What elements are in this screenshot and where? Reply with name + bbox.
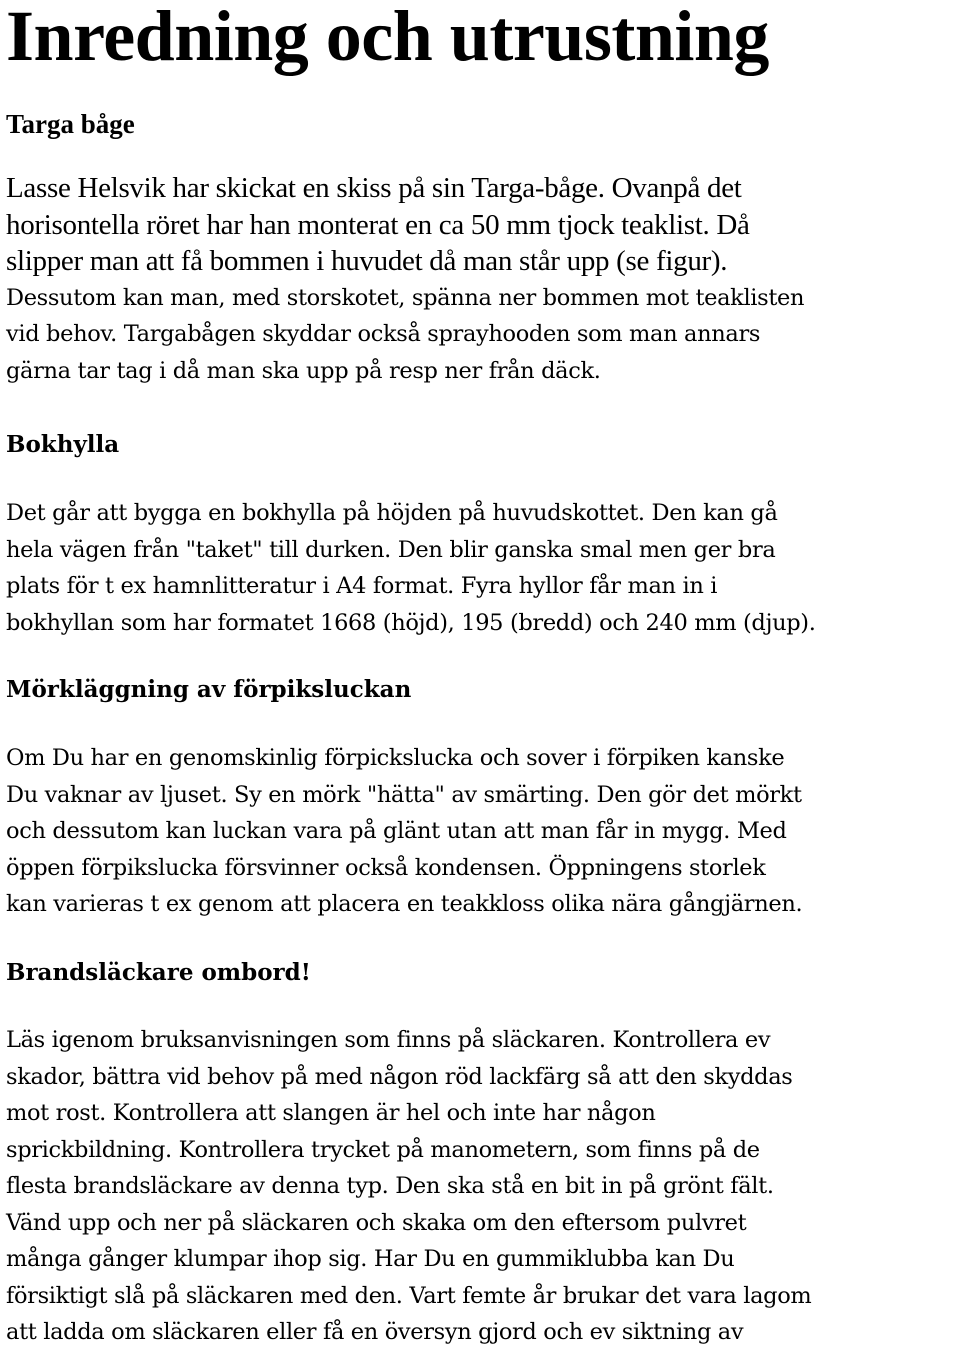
- text-line: flesta brandsläckare av denna typ. Den ska stå en bit in på grönt fält.: [6, 1173, 774, 1199]
- text-line: kan varieras t ex genom att placera en teakkloss olika nära gångjärnen.: [6, 891, 803, 917]
- text-line: horisontella röret har han monterat en ca 50 mm tjock teaklist. Då: [6, 208, 750, 241]
- text-line: sprickbildning. Kontrollera trycket på manometern, som finns på de: [6, 1136, 760, 1163]
- text-line: Lasse Helsvik har skickat en skiss på sin Targa-båge. Ovanpå det: [6, 172, 742, 204]
- text-line: plats för t ex hamnlitteratur i A4 format. Fyra hyllor får man in i: [6, 573, 718, 599]
- section-heading-morklaggning: Mörkläggning av förpiksluckan: [6, 676, 412, 703]
- section-heading-bokhylla: Bokhylla: [6, 431, 120, 458]
- text-line: Om Du har en genomskinlig förpickslucka och sover i förpiken kanske: [6, 745, 785, 771]
- section-body-morklaggning: [6, 740, 802, 923]
- text-line: många gånger klumpar ihop sig. Har Du en gummiklubba kan Du: [6, 1246, 735, 1272]
- section-body-bokhylla: [6, 495, 816, 641]
- text-line: att ladda om släckaren eller få en översyn gjord och ev siktning av: [6, 1319, 744, 1345]
- section-heading-brandslackare: Brandsläckare ombord!: [6, 959, 311, 986]
- document-page: [6, 0, 958, 1345]
- text-line: slipper man att få bommen i huvudet då man står upp (se figur).: [6, 245, 728, 277]
- section-body-targa: [6, 170, 804, 389]
- text-line: mot rost. Kontrollera att slangen är hel och inte har någon: [6, 1100, 656, 1126]
- text-line: och dessutom kan luckan vara på glänt utan att man får in mygg. Med: [6, 818, 787, 844]
- text-line: vid behov. Targabågen skyddar också sprayhooden som man annars: [6, 321, 761, 347]
- section-heading-targa: Targa båge: [6, 109, 135, 139]
- text-line: bokhyllan som har formatet 1668 (höjd), 195 (bredd) och 240 mm (djup).: [6, 609, 816, 636]
- text-line: hela vägen från "taket" till durken. Den blir ganska smal men ger bra: [6, 536, 776, 563]
- page-title: Inredning och utrustning: [6, 0, 769, 76]
- text-line: skador, bättra vid behov på med någon röd lackfärg så att den skyddas: [6, 1063, 793, 1090]
- text-line: Det går att bygga en bokhylla på höjden på huvudskottet. Den kan gå: [6, 500, 778, 526]
- text-line: gärna tar tag i då man ska upp på resp ner från däck.: [6, 357, 601, 384]
- text-line: Vänd upp och ner på släckaren och skaka om den eftersom pulvret: [6, 1209, 747, 1236]
- text-line: försiktigt slå på släckaren med den. Vart femte år brukar det vara lagom: [6, 1282, 812, 1309]
- text-line: Läs igenom bruksanvisningen som finns på släckaren. Kontrollera ev: [6, 1027, 771, 1053]
- section-body-brandslackare: [6, 1022, 811, 1351]
- text-line: öppen förpikslucka försvinner också kondensen. Öppningens storlek: [6, 854, 766, 881]
- text-line: Du vaknar av ljuset. Sy en mörk "hätta" av smärting. Den gör det mörkt: [6, 781, 802, 808]
- text-line: Dessutom kan man, med storskotet, spänna ner bommen mot teaklisten: [6, 284, 805, 311]
